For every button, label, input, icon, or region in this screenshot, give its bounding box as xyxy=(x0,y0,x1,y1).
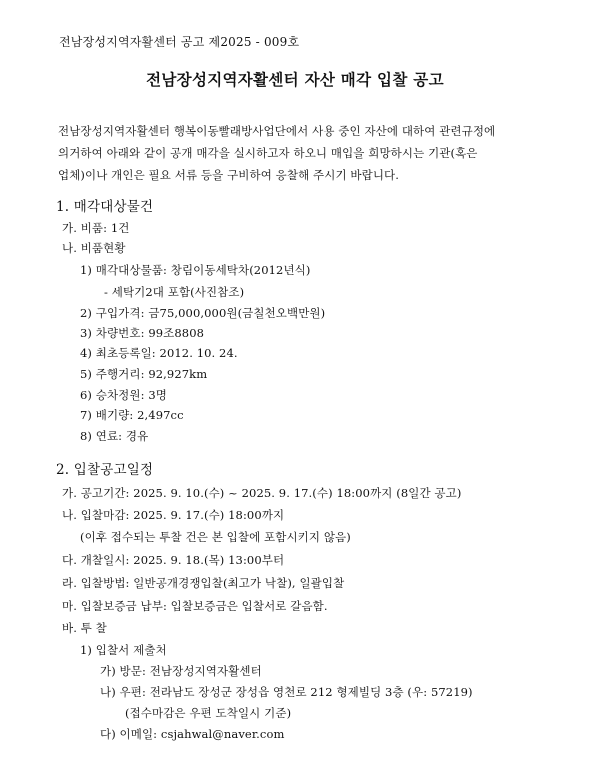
schedule-item: 나. 입찰마감: 2025. 9. 17.(수) 18:00까지 xyxy=(62,508,285,522)
detail-item: 2) 구입가격: 금75,000,000원(금칠천오백만원) xyxy=(80,306,326,320)
detail-item: 1) 매각대상물품: 창림이동세탁차(2012년식) xyxy=(80,263,311,277)
detail-item: 5) 주행거리: 92,927km xyxy=(80,367,208,381)
schedule-note: (이후 접수되는 투찰 건은 본 입찰에 포함시키지 않음) xyxy=(80,530,351,544)
submission-mail-note: (접수마감은 우편 도착일시 기준) xyxy=(125,706,292,720)
submission-email: 다) 이메일: csjahwal@naver.com xyxy=(100,727,285,741)
item-status-heading: 나. 비품현황 xyxy=(62,241,126,255)
section-heading-schedule: 2. 입찰공고일정 xyxy=(56,462,154,478)
detail-item: 3) 차량번호: 99조8808 xyxy=(80,326,205,340)
intro-line: 전남장성지역자활센터 행복이동빨래방사업단에서 사용 중인 자산에 대하여 관련규정에 xyxy=(58,124,496,138)
page-title: 전남장성지역자활센터 자산 매각 입찰 공고 xyxy=(146,71,444,89)
schedule-item: 다. 개찰일시: 2025. 9. 18.(목) 13:00부터 xyxy=(62,553,285,567)
intro-paragraph xyxy=(58,120,548,186)
submission-mail: 나) 우편: 전라남도 장성군 장성읍 영천로 212 형제빌딩 3층 (우: 57219) xyxy=(100,685,473,699)
schedule-item: 마. 입찰보증금 납부: 입찰보증금은 입찰서로 갈음함. xyxy=(62,599,328,613)
detail-item: 7) 배기량: 2,497cc xyxy=(80,408,184,422)
detail-item: 8) 연료: 경유 xyxy=(80,429,149,443)
schedule-item: 바. 투 찰 xyxy=(62,621,107,635)
detail-item: 6) 승차정원: 3명 xyxy=(80,388,167,402)
notice-number: 전남장성지역자활센터 공고 제2025 - 009호 xyxy=(59,35,300,49)
item-count: 가. 비품: 1건 xyxy=(62,221,130,235)
intro-line: 업체)이나 개인은 필요 서류 등을 구비하여 응찰해 주시기 바랍니다. xyxy=(58,168,400,182)
detail-item: 4) 최초등록일: 2012. 10. 24. xyxy=(80,346,238,360)
detail-subitem: - 세탁기2대 포함(사진참조) xyxy=(104,285,245,299)
section-heading-sale-items: 1. 매각대상물건 xyxy=(56,199,154,215)
intro-line: 의거하여 아래와 같이 공개 매각을 실시하고자 하오니 매입을 희망하시는 기관(혹은 xyxy=(58,146,478,160)
schedule-item: 가. 공고기간: 2025. 9. 10.(수) ~ 2025. 9. 17.(수) 18:00까지 (8일간 공고) xyxy=(62,486,462,500)
schedule-item: 라. 입찰방법: 일반공개경쟁입찰(최고가 낙찰), 일괄입찰 xyxy=(62,576,345,590)
submission-visit: 가) 방문: 전남장성지역자활센터 xyxy=(100,664,262,678)
submission-heading: 1) 입찰서 제출처 xyxy=(80,643,167,657)
